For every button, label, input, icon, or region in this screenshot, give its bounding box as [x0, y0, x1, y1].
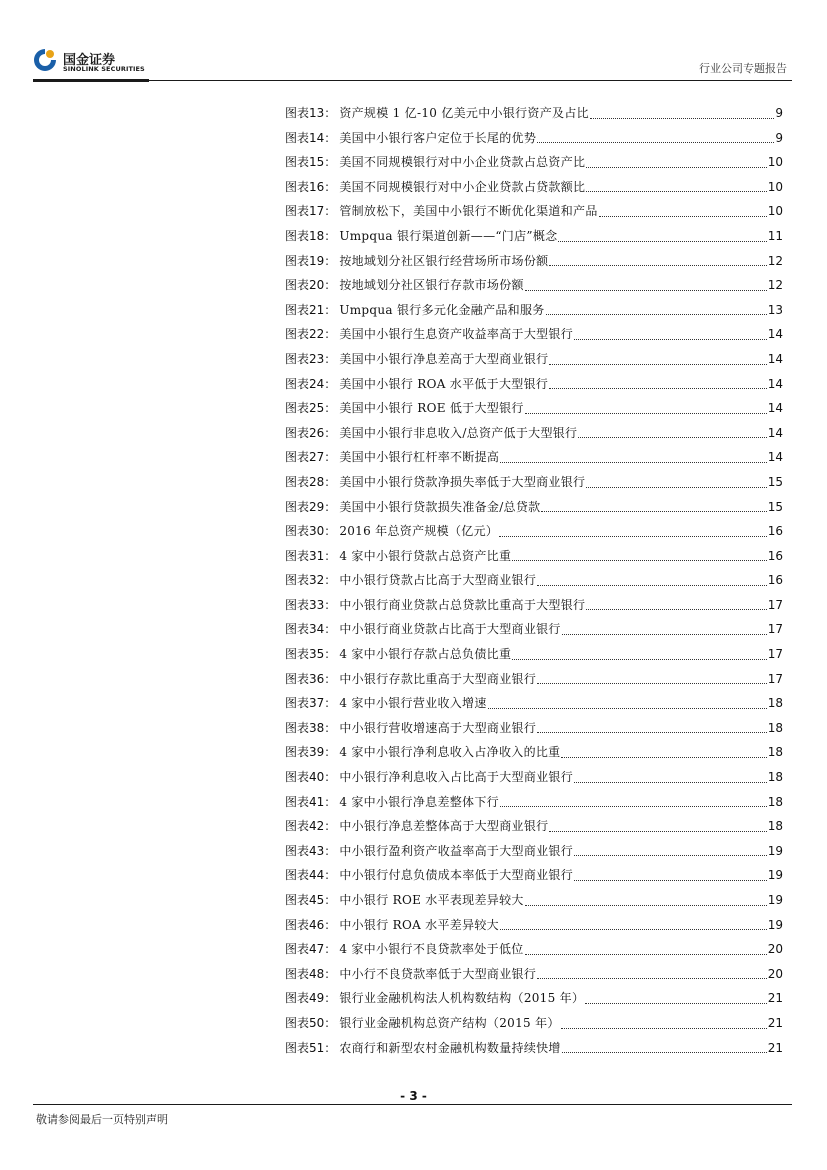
- toc-entry[interactable]: [285, 765, 783, 790]
- toc-entry-colon: ：: [324, 671, 337, 686]
- toc-entry-number: 26: [309, 425, 325, 440]
- toc-entry-title: 中小银行净息差整体高于大型商业银行: [339, 819, 549, 834]
- toc-entry-title: 按地域划分社区银行存款市场份额: [339, 278, 524, 293]
- toc-entry-colon: ：: [324, 548, 337, 563]
- toc-entry-colon: ：: [324, 450, 337, 465]
- toc-entry-number: 16: [309, 179, 325, 194]
- toc-leader-dots: [549, 830, 766, 832]
- toc-leader-dots: [500, 928, 767, 930]
- toc-entry-colon: ：: [324, 573, 337, 588]
- toc-entry-label: 图表: [285, 179, 310, 194]
- toc-entry-colon: ：: [324, 770, 337, 785]
- toc-entry-label: 图表: [285, 843, 310, 858]
- toc-entry-label: 图表: [285, 524, 310, 539]
- toc-entry[interactable]: [285, 814, 783, 839]
- toc-entry-title: 中小银行付息负债成本率低于大型商业银行: [339, 868, 574, 883]
- toc-leader-dots: [590, 117, 774, 119]
- toc-entry-title: 中小行不良贷款率低于大型商业银行: [339, 966, 537, 981]
- toc-entry-title: Umpqua 银行渠道创新——“门店”概念: [339, 228, 558, 243]
- toc-entry-page: 14: [767, 376, 783, 391]
- toc-entry-label: 图表: [285, 647, 310, 662]
- disclaimer-note: 敬请参阅最后一页特别声明: [36, 1113, 168, 1126]
- toc-entry-page: 18: [767, 745, 783, 760]
- toc-entry[interactable]: [285, 790, 783, 815]
- toc-entry-number: 27: [309, 450, 325, 465]
- toc-entry-colon: ：: [324, 794, 337, 809]
- toc-entry[interactable]: [285, 273, 783, 298]
- toc-entry-title: 银行业金融机构法人机构数结构（2015 年）: [339, 991, 585, 1006]
- toc-entry-label: 图表: [285, 696, 310, 711]
- toc-entry[interactable]: [285, 101, 783, 126]
- toc-entry[interactable]: [285, 839, 783, 864]
- toc-entry[interactable]: [285, 986, 783, 1011]
- toc-entry-number: 33: [309, 597, 325, 612]
- toc-entry-title: 2016 年总资产规模（亿元）: [339, 524, 499, 539]
- toc-entry-page: 17: [767, 647, 783, 662]
- toc-entry-number: 14: [309, 130, 325, 145]
- toc-leader-dots: [525, 953, 767, 955]
- toc-entry-number: 15: [309, 155, 325, 170]
- toc-entry[interactable]: [285, 347, 783, 372]
- toc-entry-colon: ：: [324, 991, 337, 1006]
- toc-entry-label: 图表: [285, 819, 310, 834]
- toc-entry-label: 图表: [285, 130, 310, 145]
- toc-entry[interactable]: [285, 421, 783, 446]
- toc-entry-number: 38: [309, 720, 325, 735]
- toc-entry-colon: ：: [324, 179, 337, 194]
- toc-entry-title: 中小银行营收增速高于大型商业银行: [339, 720, 537, 735]
- toc-entry-page: 16: [767, 573, 783, 588]
- toc-leader-dots: [562, 633, 767, 635]
- toc-entry-number: 17: [309, 204, 325, 219]
- logo-chinese-name: 国金证券: [63, 53, 116, 68]
- toc-leader-dots: [549, 363, 766, 365]
- toc-entry[interactable]: [285, 372, 783, 397]
- toc-entry-colon: ：: [324, 376, 337, 391]
- toc-entry[interactable]: [285, 445, 783, 470]
- toc-leader-dots: [586, 486, 766, 488]
- toc-entry-colon: ：: [324, 253, 337, 268]
- toc-entry-title: 中小银行盈利资产收益率高于大型商业银行: [339, 843, 574, 858]
- toc-entry-page: 10: [767, 204, 783, 219]
- toc-entry-label: 图表: [285, 327, 310, 342]
- page-number: - 3 -: [400, 1089, 427, 1103]
- toc-entry-title: 资产规模 1 亿-10 亿美元中小银行资产及占比: [339, 106, 589, 120]
- toc-leader-dots: [488, 707, 767, 709]
- toc-entry-number: 37: [309, 696, 325, 711]
- toc-entry[interactable]: [285, 863, 783, 888]
- toc-entry-colon: ：: [324, 647, 337, 662]
- toc-entry-title: 美国中小银行贷款净损失率低于大型商业银行: [339, 474, 586, 489]
- toc-leader-dots: [525, 289, 767, 291]
- toc-entry[interactable]: [285, 544, 783, 569]
- toc-leader-dots: [500, 805, 767, 807]
- toc-entry-label: 图表: [285, 425, 310, 440]
- toc-entry-label: 图表: [285, 745, 310, 760]
- toc-entry-number: 18: [309, 228, 325, 243]
- toc-entry-page: 21: [767, 1015, 783, 1030]
- toc-entry-colon: ：: [324, 155, 337, 170]
- toc-entry-colon: ：: [324, 745, 337, 760]
- toc-entry-label: 图表: [285, 893, 310, 907]
- toc-leader-dots: [585, 1002, 766, 1004]
- toc-entry-label: 图表: [285, 204, 310, 219]
- toc-entry-page: 21: [767, 1040, 783, 1055]
- toc-entry-colon: ：: [324, 401, 337, 416]
- toc-leader-dots: [586, 166, 766, 168]
- toc-entry[interactable]: [285, 396, 783, 421]
- toc-entry-page: 18: [767, 770, 783, 785]
- toc-leader-dots: [512, 559, 766, 561]
- toc-entry-colon: ：: [324, 474, 337, 489]
- toc-entry-number: 40: [309, 770, 325, 785]
- toc-entry-number: 49: [309, 991, 325, 1006]
- toc-entry-number: 41: [309, 794, 325, 809]
- toc-entry-label: 图表: [285, 278, 310, 293]
- toc-entry-page: 18: [767, 819, 783, 834]
- toc-entry-page: 20: [767, 966, 783, 981]
- toc-entry[interactable]: [285, 667, 783, 692]
- toc-entry-page: 15: [767, 499, 783, 514]
- toc-entry-number: 50: [309, 1015, 325, 1030]
- toc-entry-colon: ：: [324, 228, 337, 243]
- toc-leader-dots: [578, 436, 766, 438]
- toc-entry-page: 20: [767, 942, 783, 957]
- toc-entry-page: 18: [767, 794, 783, 809]
- toc-entry-title: 4 家中小银行净利息收入占净收入的比重: [339, 745, 561, 760]
- toc-entry-number: 23: [309, 351, 325, 366]
- toc-leader-dots: [541, 510, 766, 512]
- toc-entry-label: 图表: [285, 253, 310, 268]
- toc-entry-page: 21: [767, 991, 783, 1006]
- toc-entry-title: 农商行和新型农村金融机构数量持续快增: [339, 1040, 561, 1055]
- toc-entry-title: 按地域划分社区银行经营场所市场份额: [339, 253, 549, 268]
- toc-entry-page: 14: [767, 450, 783, 465]
- toc-entry-title: 美国中小银行净息差高于大型商业银行: [339, 351, 549, 366]
- toc-entry-page: 11: [767, 228, 783, 243]
- toc-leader-dots: [525, 412, 767, 414]
- toc-entry-number: 45: [309, 893, 325, 907]
- toc-entry-colon: ：: [324, 597, 337, 612]
- toc-leader-dots: [537, 141, 774, 143]
- toc-entry-label: 图表: [285, 1015, 310, 1030]
- toc-entry-colon: ：: [324, 302, 337, 317]
- toc-entry-title: 4 家中小银行存款占总负债比重: [339, 647, 512, 662]
- report-type: 行业公司专题报告: [699, 62, 787, 75]
- toc-entry[interactable]: [285, 593, 783, 618]
- toc-entry[interactable]: [285, 691, 783, 716]
- toc-entry-title: 中小银行 ROE 水平表现差异较大: [339, 893, 524, 907]
- toc-entry-colon: ：: [324, 278, 337, 293]
- toc-entry-label: 图表: [285, 966, 310, 981]
- toc-entry-colon: ：: [324, 966, 337, 981]
- toc-entry-page: 18: [767, 720, 783, 735]
- figure-list: [285, 101, 783, 1060]
- toc-leader-dots: [562, 1051, 767, 1053]
- toc-entry-number: 19: [309, 253, 325, 268]
- toc-entry-number: 42: [309, 819, 325, 834]
- toc-entry-page: 14: [767, 401, 783, 416]
- toc-entry-title: 中小银行商业贷款占比高于大型商业银行: [339, 622, 561, 637]
- toc-entry-number: 36: [309, 671, 325, 686]
- toc-entry[interactable]: [285, 249, 783, 274]
- toc-entry[interactable]: [285, 519, 783, 544]
- toc-entry-colon: ：: [324, 893, 337, 907]
- toc-leader-dots: [525, 904, 767, 906]
- footer-divider: [33, 1104, 792, 1105]
- toc-entry-page: 12: [767, 253, 783, 268]
- toc-entry-page: 19: [767, 843, 783, 858]
- toc-entry-title: 美国中小银行 ROA 水平低于大型银行: [339, 376, 549, 391]
- toc-entry-number: 29: [309, 499, 325, 514]
- toc-entry-label: 图表: [285, 548, 310, 563]
- toc-entry[interactable]: [285, 913, 783, 938]
- toc-entry[interactable]: [285, 175, 783, 200]
- toc-entry[interactable]: [285, 150, 783, 175]
- toc-entry-number: 21: [309, 302, 325, 317]
- page-header: [0, 0, 827, 90]
- toc-leader-dots: [586, 190, 766, 192]
- toc-entry[interactable]: [285, 1011, 783, 1036]
- toc-entry-page: 19: [767, 868, 783, 883]
- toc-entry-title: 4 家中小银行不良贷款率处于低位: [339, 942, 524, 957]
- toc-entry-number: 22: [309, 327, 325, 342]
- toc-entry-title: 美国中小银行非息收入/总资产低于大型银行: [339, 425, 578, 440]
- toc-entry-label: 图表: [285, 351, 310, 366]
- toc-entry-title: 管制放松下，美国中小银行不断优化渠道和产品: [339, 204, 598, 219]
- toc-entry-label: 图表: [285, 917, 310, 932]
- toc-entry-label: 图表: [285, 597, 310, 612]
- toc-leader-dots: [537, 977, 767, 979]
- toc-entry-page: 17: [767, 622, 783, 637]
- toc-entry-label: 图表: [285, 450, 310, 465]
- toc-leader-dots: [537, 731, 767, 733]
- toc-entry[interactable]: [285, 888, 783, 913]
- toc-entry-page: 14: [767, 351, 783, 366]
- toc-entry-title: 4 家中小银行营业收入增速: [339, 696, 487, 711]
- toc-leader-dots: [537, 682, 767, 684]
- toc-leader-dots: [574, 781, 767, 783]
- toc-entry[interactable]: [285, 617, 783, 642]
- toc-entry-title: Umpqua 银行多元化金融产品和服务: [339, 302, 545, 317]
- toc-leader-dots: [549, 387, 767, 389]
- company-logo: [33, 48, 153, 78]
- toc-entry[interactable]: [285, 962, 783, 987]
- toc-entry[interactable]: [285, 126, 783, 151]
- toc-leader-dots: [537, 584, 767, 586]
- toc-entry-colon: ：: [324, 622, 337, 637]
- toc-entry[interactable]: [285, 1036, 783, 1061]
- toc-entry-label: 图表: [285, 991, 310, 1006]
- toc-entry-colon: ：: [324, 499, 337, 514]
- toc-entry[interactable]: [285, 495, 783, 520]
- toc-entry-label: 图表: [285, 671, 310, 686]
- toc-leader-dots: [574, 338, 767, 340]
- toc-entry-page: 9: [775, 106, 783, 120]
- toc-entry-label: 图表: [285, 868, 310, 883]
- toc-entry-page: 16: [767, 548, 783, 563]
- toc-entry-number: 43: [309, 843, 325, 858]
- toc-entry-title: 美国中小银行客户定位于长尾的优势: [339, 130, 537, 145]
- toc-entry[interactable]: [285, 716, 783, 741]
- toc-entry-title: 中小银行贷款占比高于大型商业银行: [339, 573, 537, 588]
- toc-entry-number: 30: [309, 524, 325, 539]
- toc-entry-title: 美国中小银行贷款损失准备金/总贷款: [339, 499, 541, 514]
- toc-entry-colon: ：: [324, 1015, 337, 1030]
- toc-entry-colon: ：: [324, 868, 337, 883]
- toc-entry-title: 4 家中小银行贷款占总资产比重: [339, 548, 512, 563]
- toc-entry-label: 图表: [285, 720, 310, 735]
- toc-entry-colon: ：: [324, 843, 337, 858]
- toc-entry-page: 19: [767, 917, 783, 932]
- toc-entry-label: 图表: [285, 474, 310, 489]
- toc-entry-number: 25: [309, 401, 325, 416]
- toc-entry-title: 美国中小银行 ROE 低于大型银行: [339, 401, 524, 416]
- toc-entry-number: 51: [309, 1040, 325, 1055]
- toc-entry-number: 47: [309, 942, 325, 957]
- toc-entry[interactable]: [285, 937, 783, 962]
- toc-entry-colon: ：: [324, 917, 337, 932]
- toc-leader-dots: [599, 215, 767, 217]
- toc-entry-label: 图表: [285, 942, 310, 957]
- toc-entry-title: 中小银行 ROA 水平差异较大: [339, 917, 499, 932]
- toc-entry-page: 14: [767, 327, 783, 342]
- toc-entry-label: 图表: [285, 376, 310, 391]
- toc-entry-number: 13: [309, 106, 325, 120]
- toc-entry-title: 中小银行商业贷款占总贷款比重高于大型银行: [339, 597, 586, 612]
- toc-leader-dots: [549, 264, 766, 266]
- toc-entry-number: 20: [309, 278, 325, 293]
- toc-entry-number: 48: [309, 966, 325, 981]
- toc-leader-dots: [574, 854, 767, 856]
- toc-entry-label: 图表: [285, 155, 310, 170]
- toc-entry-colon: ：: [324, 942, 337, 957]
- toc-entry-number: 44: [309, 868, 325, 883]
- toc-entry-page: 18: [767, 696, 783, 711]
- toc-entry-colon: ：: [324, 106, 337, 120]
- toc-entry-number: 35: [309, 647, 325, 662]
- toc-entry-colon: ：: [324, 819, 337, 834]
- toc-entry-page: 10: [767, 155, 783, 170]
- toc-entry-page: 15: [767, 474, 783, 489]
- toc-entry-colon: ：: [324, 425, 337, 440]
- toc-entry[interactable]: [285, 322, 783, 347]
- toc-entry[interactable]: [285, 298, 783, 323]
- toc-leader-dots: [546, 313, 767, 315]
- logo-english-name: SINOLINK SECURITIES: [63, 65, 145, 73]
- toc-entry-title: 美国中小银行杠杆率不断提高: [339, 450, 500, 465]
- toc-entry-page: 16: [767, 524, 783, 539]
- toc-entry-label: 图表: [285, 622, 310, 637]
- toc-entry-page: 17: [767, 671, 783, 686]
- toc-entry-label: 图表: [285, 1040, 310, 1055]
- toc-entry-page: 14: [767, 425, 783, 440]
- toc-entry-colon: ：: [324, 696, 337, 711]
- toc-entry-number: 46: [309, 917, 325, 932]
- toc-entry-number: 31: [309, 548, 325, 563]
- toc-entry[interactable]: [285, 568, 783, 593]
- header-divider-accent: [33, 79, 149, 82]
- toc-entry-label: 图表: [285, 228, 310, 243]
- toc-entry[interactable]: [285, 642, 783, 667]
- toc-entry[interactable]: [285, 199, 783, 224]
- toc-leader-dots: [558, 240, 766, 242]
- toc-entry-label: 图表: [285, 573, 310, 588]
- toc-leader-dots: [512, 658, 766, 660]
- toc-entry-colon: ：: [324, 130, 337, 145]
- toc-entry-colon: ：: [324, 351, 337, 366]
- toc-leader-dots: [574, 879, 767, 881]
- toc-entry-title: 美国不同规模银行对中小企业贷款占总资产比: [339, 155, 586, 170]
- toc-entry-title: 银行业金融机构总资产结构（2015 年）: [339, 1015, 560, 1030]
- toc-entry[interactable]: [285, 470, 783, 495]
- toc-entry-colon: ：: [324, 327, 337, 342]
- toc-entry-title: 中小银行存款比重高于大型商业银行: [339, 671, 537, 686]
- toc-entry-number: 32: [309, 573, 325, 588]
- toc-entry-number: 28: [309, 474, 325, 489]
- toc-entry-colon: ：: [324, 204, 337, 219]
- toc-entry-colon: ：: [324, 524, 337, 539]
- toc-entry-number: 24: [309, 376, 325, 391]
- toc-leader-dots: [561, 1027, 767, 1029]
- toc-entry-label: 图表: [285, 106, 310, 120]
- toc-leader-dots: [586, 608, 766, 610]
- toc-entry-page: 12: [767, 278, 783, 293]
- toc-entry-title: 4 家中小银行净息差整体下行: [339, 794, 499, 809]
- toc-entry-label: 图表: [285, 401, 310, 416]
- toc-entry-number: 39: [309, 745, 325, 760]
- toc-entry-page: 9: [775, 130, 783, 145]
- toc-leader-dots: [500, 461, 767, 463]
- toc-entry-title: 美国不同规模银行对中小企业贷款占贷款额比: [339, 179, 586, 194]
- toc-entry-colon: ：: [324, 720, 337, 735]
- toc-entry-colon: ：: [324, 1040, 337, 1055]
- toc-entry-label: 图表: [285, 794, 310, 809]
- toc-entry-page: 17: [767, 597, 783, 612]
- sinolink-logo-icon: [33, 48, 57, 72]
- toc-entry-page: 10: [767, 179, 783, 194]
- toc-entry-number: 34: [309, 622, 325, 637]
- toc-entry-title: 中小银行净利息收入占比高于大型商业银行: [339, 770, 574, 785]
- toc-entry-label: 图表: [285, 770, 310, 785]
- toc-entry[interactable]: [285, 224, 783, 249]
- toc-entry-page: 13: [767, 302, 783, 317]
- toc-leader-dots: [561, 756, 766, 758]
- toc-leader-dots: [499, 535, 767, 537]
- toc-entry-page: 19: [767, 893, 783, 907]
- toc-entry-label: 图表: [285, 499, 310, 514]
- toc-entry-title: 美国中小银行生息资产收益率高于大型银行: [339, 327, 574, 342]
- toc-entry[interactable]: [285, 740, 783, 765]
- toc-entry-label: 图表: [285, 302, 310, 317]
